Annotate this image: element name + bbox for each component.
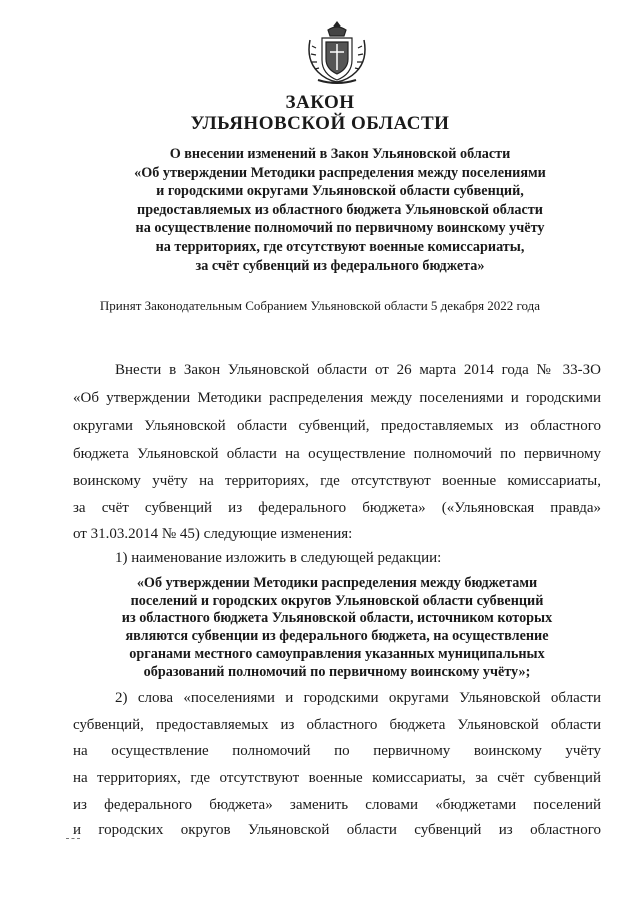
body-line: субвенций, предоставляемых из областного бюджета Ульяновской области xyxy=(73,717,601,733)
heading-line: «Об утверждении Методики распределения между поселениями xyxy=(134,164,546,181)
heading-line: на осуществление полномочий по первичному воинскому учёту xyxy=(135,220,545,237)
heading-line: и городскими округами Ульяновской области субвенций, xyxy=(156,183,524,200)
heading-line: на территориях, где отсутствуют военные комиссариаты, xyxy=(155,238,525,255)
adoption-note: Принят Законодательным Собранием Ульяновской области 5 декабря 2022 года xyxy=(99,298,541,313)
heading-line: за счёт субвенций из федерального бюджета» xyxy=(195,257,485,274)
region-title: УЛЬЯНОВСКОЙ ОБЛАСТИ xyxy=(190,113,450,134)
scan-mark xyxy=(66,838,80,840)
body-line: от 31.03.2014 № 45) следующие изменения: xyxy=(73,526,353,542)
new-title-block xyxy=(73,575,601,681)
new-title-line: поселений и городских округов Ульяновской области субвенций xyxy=(130,592,544,609)
new-title-line: из областного бюджета Ульяновской области, источником которых xyxy=(121,610,553,627)
body-line: Внести в Закон Ульяновской области от 26 марта 2014 года № 33-ЗО xyxy=(115,362,601,378)
law-title: ЗАКОН xyxy=(285,92,355,113)
new-title-line: органами местного самоуправления указанных муниципальных xyxy=(129,645,545,662)
coat-of-arms-emblem xyxy=(302,18,372,88)
heading-line: предоставляемых из областного бюджета Ульяновской области xyxy=(137,201,543,218)
new-title-line: «Об утверждении Методики распределения между бюджетами xyxy=(136,575,538,591)
body-line: воинскому учёту на территориях, где отсутствуют военные комиссариаты, xyxy=(73,473,601,489)
list-item-2: 2) слова «поселениями и городскими округами Ульяновской области xyxy=(115,690,601,706)
heading-line: О внесении изменений в Закон Ульяновской области xyxy=(169,146,511,162)
new-title-line: образований полномочий по первичному воинскому учёту»; xyxy=(143,663,531,680)
body-line: бюджета Ульяновской области на осуществление полномочий по первичному xyxy=(73,446,601,462)
body-line: округами Ульяновской области субвенций, предоставляемых из областного xyxy=(73,418,601,434)
body-line: из федерального бюджета» заменить словами «бюджетами поселений xyxy=(73,797,601,813)
new-title-line: являются субвенции из федерального бюджета, на осуществление xyxy=(125,628,549,645)
body-line: «Об утверждении Методики распределения между поселениями и городскими xyxy=(73,390,601,406)
body-line: на территориях, где отсутствуют военные комиссариаты, за счёт субвенций xyxy=(73,770,601,786)
body-line: на осуществление полномочий по первичному воинскому учёту xyxy=(73,743,601,759)
law-heading xyxy=(60,145,620,275)
body-line: за счёт субвенций из федерального бюджета» («Ульяновская правда» xyxy=(73,500,601,516)
body-line: и городских округов Ульяновской области субвенций из областного xyxy=(73,822,601,838)
list-item-1: 1) наименование изложить в следующей редакции: xyxy=(115,550,442,566)
